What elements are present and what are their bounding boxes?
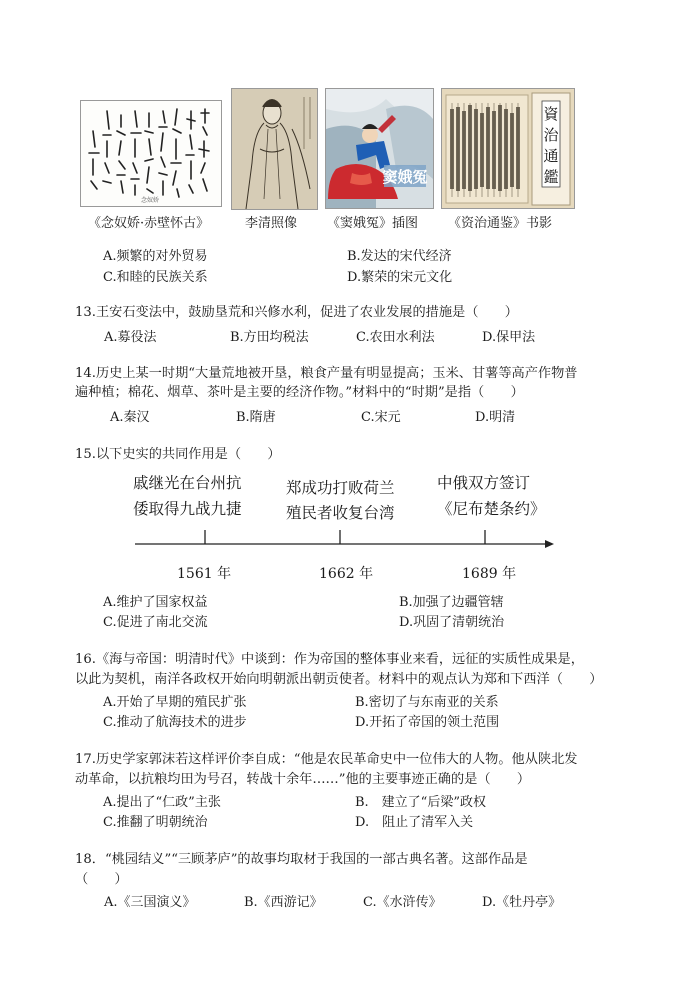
q15-option-a[interactable]: A.维护了国家权益 (103, 595, 208, 610)
calligraphy-strokes (81, 101, 221, 206)
book-image (441, 88, 575, 209)
timeline-event-3-line2: 《尼布楚条约》 (437, 500, 546, 518)
q14-option-c[interactable]: C.宋元 (361, 410, 401, 425)
painting-label: 窦娥冤 (382, 168, 428, 186)
book-title-char-3: 通 (543, 147, 559, 165)
q14-stem-line1: 14.历史上某一时期“大量荒地被开垦，粮食产量有明显提高；玉米、甘薯等高产作物普 (75, 366, 578, 381)
portrait-image (231, 88, 318, 210)
q15-option-c[interactable]: C.促进了南北交流 (103, 615, 208, 630)
timeline-arrow-icon (545, 540, 554, 548)
q18-option-a[interactable]: A.《三国演义》 (104, 895, 196, 910)
q17-option-c[interactable]: C.推翻了明朝统治 (103, 815, 208, 830)
q17-option-d[interactable]: D. 阻止了清军入关 (355, 815, 474, 830)
q16-option-d[interactable]: D.开拓了帝国的领土范围 (355, 715, 500, 730)
q13-option-c[interactable]: C.农田水利法 (356, 330, 435, 345)
timeline-axis (0, 522, 695, 562)
q12-option-d[interactable]: D.繁荣的宋元文化 (347, 270, 453, 285)
q17-stem-line1: 17.历史学家郭沫若这样评价李自成：“他是农民革命史中一位伟大的人物。他从陕北发 (75, 752, 578, 767)
caption-painting: 《窦娥冤》插图 (327, 216, 419, 231)
q17-option-b[interactable]: B. 建立了“后梁”政权 (355, 795, 486, 810)
book-title-char-2: 治 (543, 126, 559, 144)
caption-calligraphy: 《念奴娇·赤壁怀古》 (88, 216, 210, 231)
q16-stem-line1: 16.《海与帝国：明清时代》中谈到：作为帝国的整体事业来看，远征的实质性成果是， (75, 652, 584, 667)
q17-option-a[interactable]: A.提出了“仁政”主张 (103, 795, 221, 810)
q17-stem-line2: 动革命，以抗粮均田为号召，转战十余年……”他的主要事迹正确的是（ ） (75, 772, 531, 787)
q15-option-b[interactable]: B.加强了边疆管辖 (399, 595, 504, 610)
portrait-drawing (232, 89, 317, 209)
q12-option-c[interactable]: C.和睦的民族关系 (103, 270, 208, 285)
q12-option-a[interactable]: A.频繁的对外贸易 (103, 249, 208, 264)
timeline-event-3-line1: 中俄双方签订 (437, 474, 531, 492)
painting-image (325, 88, 434, 209)
q18-stem-line2: （ ） (75, 872, 128, 887)
q18-option-c[interactable]: C.《水浒传》 (363, 895, 442, 910)
timeline-event-1-line1: 戚继光在台州抗 (133, 474, 242, 492)
q18-option-b[interactable]: B.《西游记》 (244, 895, 323, 910)
timeline-year-3: 1689 年 (462, 566, 517, 582)
calligraphy-title: 念奴娇 (141, 197, 160, 204)
q13-stem: 13.王安石变法中，鼓励垦荒和兴修水利，促进了农业发展的措施是（ ） (75, 305, 518, 320)
q15-option-d[interactable]: D.巩固了清朝统治 (399, 615, 505, 630)
q15-stem: 15.以下史实的共同作用是（ ） (75, 447, 281, 462)
q16-option-b[interactable]: B.密切了与东南亚的关系 (355, 695, 499, 710)
timeline-year-1: 1561 年 (177, 566, 232, 582)
timeline-event-2-line2: 殖民者收复台湾 (286, 504, 395, 522)
timeline-year-2: 1662 年 (319, 566, 374, 582)
book-drawing (442, 89, 574, 208)
book-title-char-1: 資 (543, 105, 559, 123)
painting-drawing (326, 89, 433, 208)
caption-book: 《资治通鉴》书影 (448, 216, 553, 231)
book-title-char-4: 鑑 (543, 168, 559, 186)
q14-stem-line2: 遍种植；棉花、烟草、茶叶是主要的经济作物。”材料中的“时期”是指（ ） (75, 385, 524, 400)
caption-portrait: 李清照像 (245, 216, 298, 231)
timeline-event-2-line1: 郑成功打败荷兰 (286, 479, 395, 497)
calligraphy-image (80, 100, 222, 207)
q13-option-b[interactable]: B.方田均税法 (230, 330, 309, 345)
q18-option-d[interactable]: D.《牡丹亭》 (482, 895, 562, 910)
q14-option-b[interactable]: B.隋唐 (236, 410, 276, 425)
q13-option-a[interactable]: A.募役法 (104, 330, 157, 345)
q14-option-a[interactable]: A.秦汉 (110, 410, 150, 425)
q16-stem-line2: 以此为契机，南洋各政权开始向明朝派出朝贡使者。材料中的观点认为郑和下西洋（ ） (75, 672, 603, 687)
q12-option-b[interactable]: B.发达的宋代经济 (347, 249, 452, 264)
timeline-event-1-line2: 倭取得九战九捷 (133, 500, 242, 518)
q14-option-d[interactable]: D.明清 (475, 410, 516, 425)
q16-option-c[interactable]: C.推动了航海技术的进步 (103, 715, 247, 730)
q18-stem-line1: 18．“桃园结义”“三顾茅庐”的故事均取材于我国的一部古典名著。这部作品是 (75, 852, 528, 867)
q16-option-a[interactable]: A.开始了早期的殖民扩张 (103, 695, 247, 710)
q13-option-d[interactable]: D.保甲法 (482, 330, 536, 345)
